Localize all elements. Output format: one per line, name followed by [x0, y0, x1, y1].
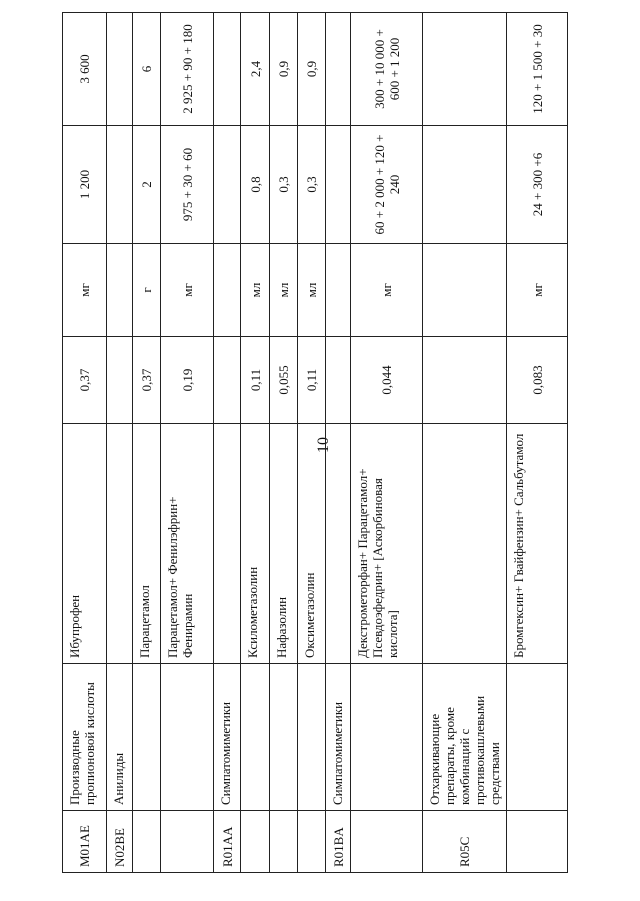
drug-name	[423, 424, 507, 664]
atc-code: R05C	[423, 811, 507, 873]
table-row	[63, 13, 107, 873]
pharm-group	[270, 664, 298, 811]
drug-name: Оксиметазолин	[298, 424, 326, 664]
drug-name: Бромгексин+ Гвайфензин+ Сальбутамол	[507, 424, 568, 664]
value-cell: 0,044	[351, 337, 423, 424]
pharm-group	[507, 664, 568, 811]
pharm-group	[241, 664, 270, 811]
dose-cell	[214, 126, 241, 244]
total-cell: 0,9	[270, 13, 298, 126]
dose-cell: 975 + 30 + 60	[161, 126, 214, 244]
rotated-table-container	[62, 13, 567, 873]
value-cell: 0,11	[241, 337, 270, 424]
table-row	[507, 13, 568, 873]
table-row	[270, 13, 298, 873]
table-row	[241, 13, 270, 873]
pharm-group: Отхаркивающие препараты, кроме комбинаций с противокашлевыми средствами	[423, 664, 507, 811]
total-cell: 6	[133, 13, 161, 126]
value-cell	[423, 337, 507, 424]
pharm-group: Производные пропионовой кислоты	[63, 664, 107, 811]
pharm-group	[298, 664, 326, 811]
pharm-group	[161, 664, 214, 811]
total-cell	[214, 13, 241, 126]
dose-cell	[107, 126, 133, 244]
unit-cell: мл	[241, 244, 270, 337]
atc-code	[507, 811, 568, 873]
atc-code: R01AA	[214, 811, 241, 873]
table-row	[351, 13, 423, 873]
unit-cell: мг	[161, 244, 214, 337]
dose-cell	[423, 126, 507, 244]
total-cell: 2 925 + 90 + 180	[161, 13, 214, 126]
unit-cell: мл	[270, 244, 298, 337]
pharm-group	[133, 664, 161, 811]
value-cell	[326, 337, 351, 424]
dose-cell: 24 + 300 +6	[507, 126, 568, 244]
unit-cell	[326, 244, 351, 337]
table-row	[298, 13, 326, 873]
drug-name	[214, 424, 241, 664]
table-row	[326, 13, 351, 873]
value-cell: 0,19	[161, 337, 214, 424]
drug-name: Парацетамол	[133, 424, 161, 664]
atc-code	[270, 811, 298, 873]
total-cell	[326, 13, 351, 126]
value-cell: 0,11	[298, 337, 326, 424]
total-cell: 2,4	[241, 13, 270, 126]
pharm-group	[351, 664, 423, 811]
table-row	[423, 13, 507, 873]
unit-cell: мг	[351, 244, 423, 337]
value-cell: 0,37	[63, 337, 107, 424]
total-cell	[107, 13, 133, 126]
unit-cell: мг	[63, 244, 107, 337]
atc-code: R01BA	[326, 811, 351, 873]
drug-table	[62, 12, 568, 873]
page-number: 10	[315, 437, 332, 453]
drug-name	[326, 424, 351, 664]
table-row	[133, 13, 161, 873]
drug-name: Ксилометазолин	[241, 424, 270, 664]
unit-cell	[107, 244, 133, 337]
total-cell: 3 600	[63, 13, 107, 126]
unit-cell: мл	[298, 244, 326, 337]
value-cell: 0,055	[270, 337, 298, 424]
drug-name: Парацетамол+ Фенилэфрин+ Фенирамин	[161, 424, 214, 664]
drug-name	[107, 424, 133, 664]
atc-code: M01AE	[63, 811, 107, 873]
atc-code	[351, 811, 423, 873]
drug-name: Нафазолин	[270, 424, 298, 664]
pharm-group: Симпатомиметики	[214, 664, 241, 811]
dose-cell: 0,3	[270, 126, 298, 244]
atc-code	[133, 811, 161, 873]
pharm-group: Симпатомиметики	[326, 664, 351, 811]
drug-name: Декстрометорфан+ Парацетамол+ Псевдоэфедрин+ [Аскорбиновая кислота]	[351, 424, 423, 664]
unit-cell	[214, 244, 241, 337]
atc-code	[241, 811, 270, 873]
value-cell	[214, 337, 241, 424]
dose-cell	[326, 126, 351, 244]
unit-cell: мг	[507, 244, 568, 337]
dose-cell: 0,3	[298, 126, 326, 244]
table-row	[214, 13, 241, 873]
dose-cell: 2	[133, 126, 161, 244]
drug-name: Ибупрофен	[63, 424, 107, 664]
table-row	[107, 13, 133, 873]
dose-cell: 0,8	[241, 126, 270, 244]
unit-cell	[423, 244, 507, 337]
value-cell: 0,083	[507, 337, 568, 424]
atc-code	[298, 811, 326, 873]
value-cell	[107, 337, 133, 424]
unit-cell: г	[133, 244, 161, 337]
total-cell: 120 + 1 500 + 30	[507, 13, 568, 126]
value-cell: 0,37	[133, 337, 161, 424]
atc-code: N02BE	[107, 811, 133, 873]
total-cell	[423, 13, 507, 126]
pharm-group: Анилиды	[107, 664, 133, 811]
table-row	[161, 13, 214, 873]
dose-cell: 1 200	[63, 126, 107, 244]
total-cell: 300 + 10 000 + 600 + 1 200	[351, 13, 423, 126]
atc-code	[161, 811, 214, 873]
total-cell: 0,9	[298, 13, 326, 126]
dose-cell: 60 + 2 000 + 120 + 240	[351, 126, 423, 244]
